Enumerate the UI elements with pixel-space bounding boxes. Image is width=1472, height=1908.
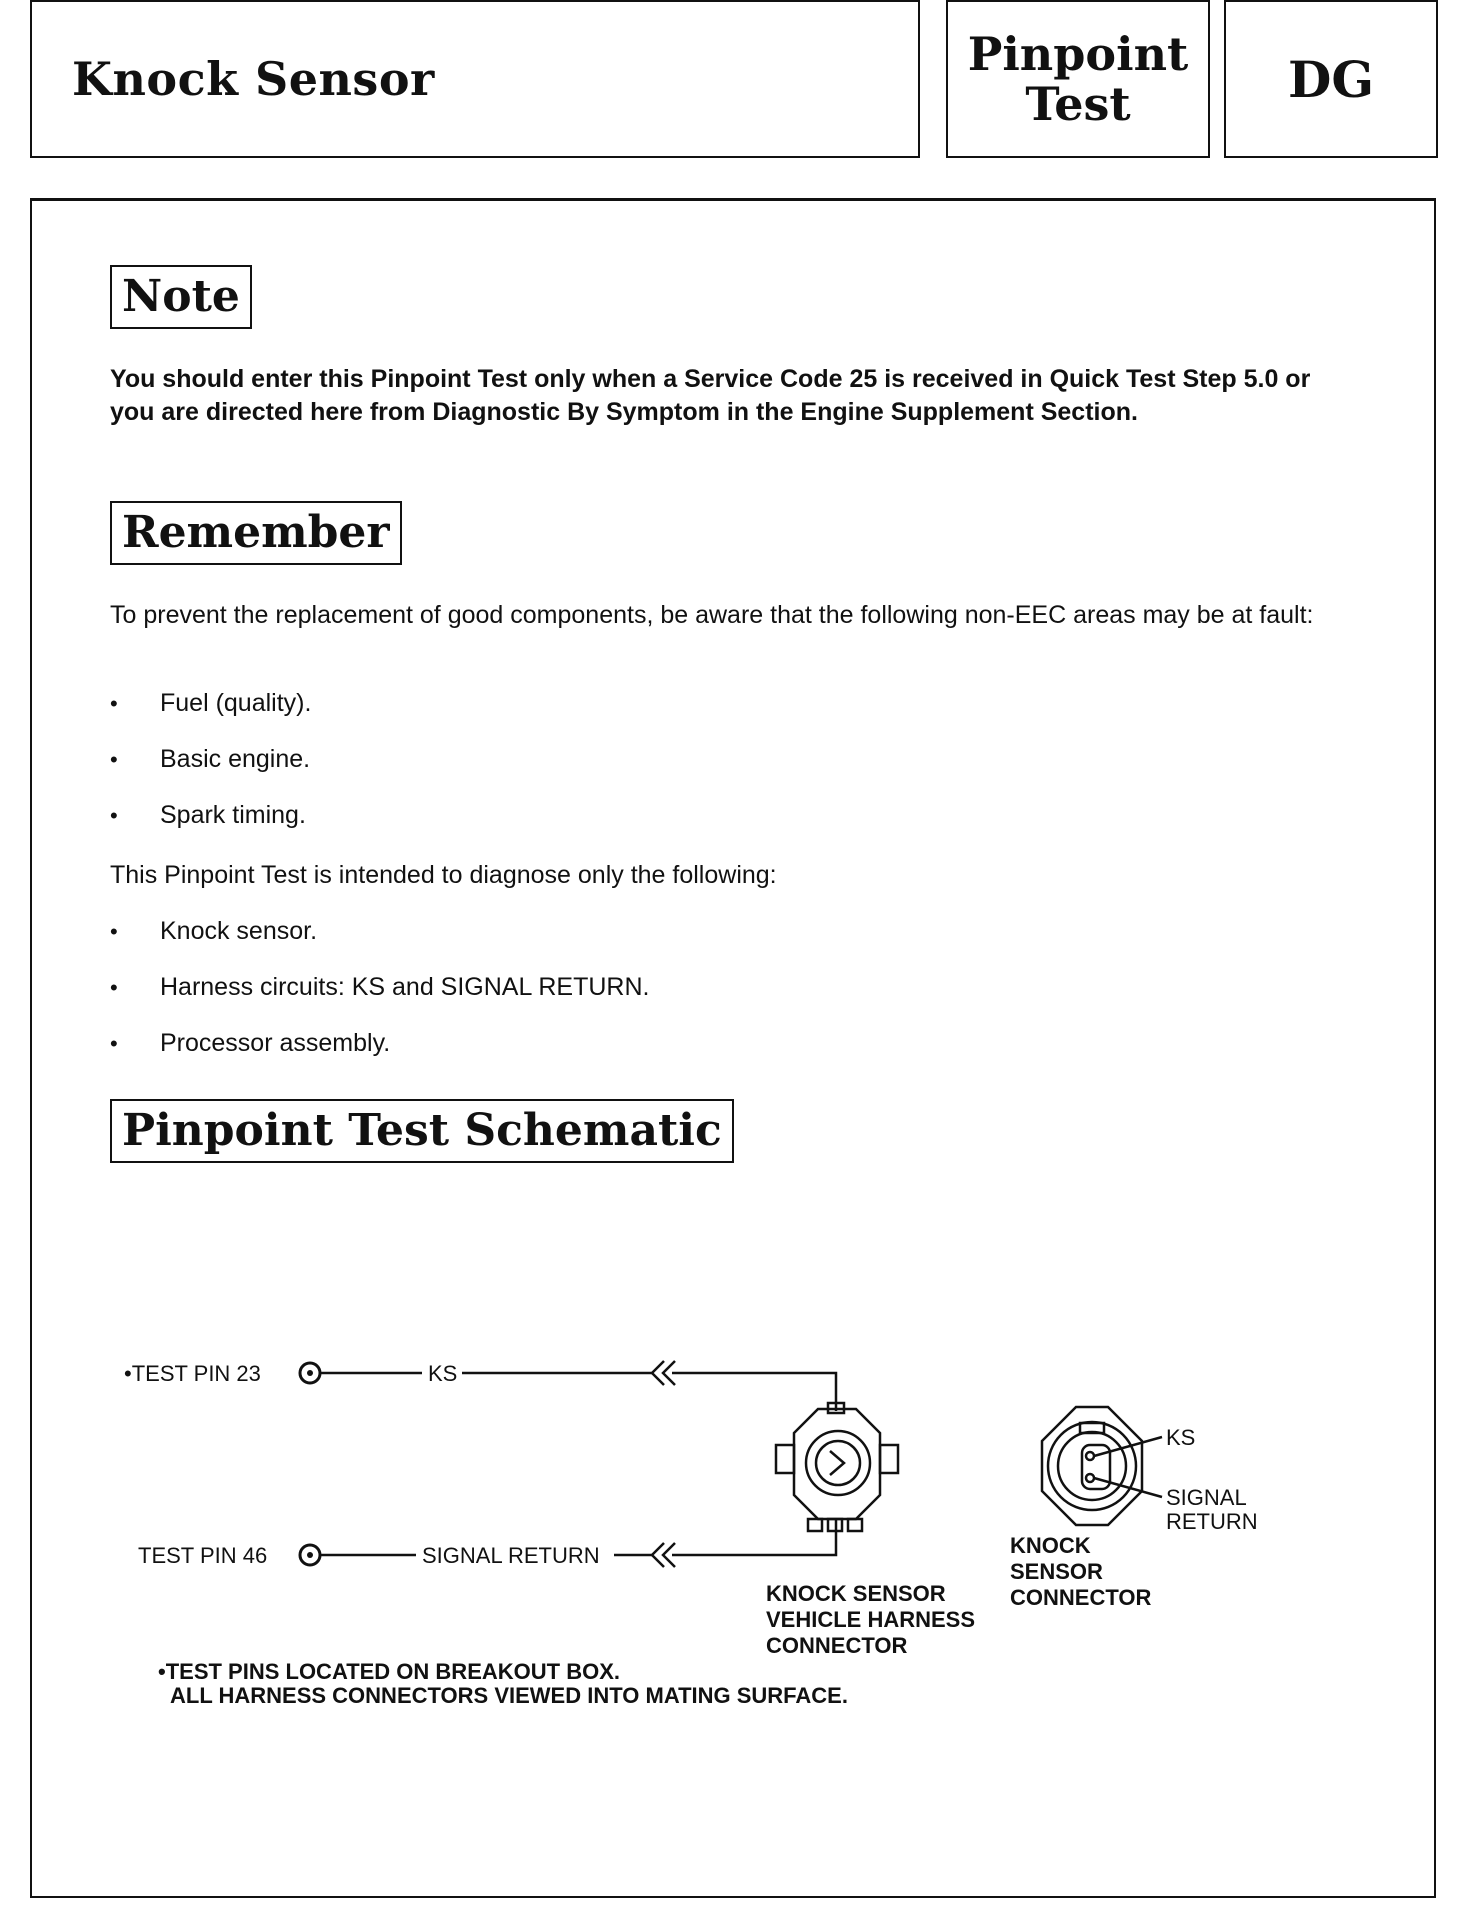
remember-intro: To prevent the replacement of good components, be aware that the following non-EEC areas may be at fault: — [110, 601, 1314, 629]
signal-return-wire-right — [672, 1519, 836, 1555]
harness-connector-line1: KNOCK SENSOR — [766, 1581, 946, 1606]
sensor-ks-label: KS — [1166, 1425, 1196, 1450]
pinpoint-test-box — [946, 0, 1210, 158]
sensor-connector-line1: KNOCK — [1010, 1533, 1091, 1558]
pinpoint-test-label — [968, 29, 1189, 129]
pinpoint-line1: Pinpoint — [967, 27, 1189, 81]
knock-sensor-connector-icon — [1042, 1407, 1142, 1525]
test-code: DG — [1287, 49, 1375, 109]
list-item: • Spark timing. — [110, 801, 306, 829]
note-text: You should enter this Pinpoint Test only when a Service Code 25 is received in Quick Test Step 5.0 or you are directed here from Diagnostic By Symptom in the Engine Supplement Section. — [110, 365, 1311, 426]
page-title: Knock Sensor — [72, 52, 435, 106]
list-item: • Harness circuits: KS and SIGNAL RETURN. — [110, 973, 650, 1001]
pinpoint-schematic — [32, 201, 1432, 1901]
signal-return-connector-chevron-icon — [652, 1543, 675, 1567]
test-pin-23-label: •TEST PIN 23 — [124, 1361, 261, 1386]
content-frame — [30, 198, 1436, 1898]
ks-wire-right — [672, 1373, 836, 1411]
note-heading: Note — [110, 265, 252, 329]
list-item: • Processor assembly. — [110, 1029, 391, 1057]
test-code-box — [1224, 0, 1438, 158]
scope-intro: This Pinpoint Test is intended to diagnose only the following: — [110, 861, 777, 889]
test-pin-46-label: TEST PIN 46 — [138, 1543, 268, 1568]
list-item: • Fuel (quality). — [110, 689, 312, 717]
sensor-signal-label-line2: RETURN — [1166, 1509, 1258, 1534]
test-pin-23-icon — [300, 1363, 320, 1383]
ks-wire-label: KS — [428, 1361, 458, 1386]
harness-connector-line2: VEHICLE HARNESS — [766, 1607, 976, 1632]
remember-heading: Remember — [110, 501, 402, 565]
sensor-connector-line3: CONNECTOR — [1010, 1585, 1152, 1610]
sensor-connector-line2: SENSOR — [1010, 1559, 1103, 1584]
list-item: • Basic engine. — [110, 745, 311, 773]
ks-connector-chevron-icon — [652, 1361, 675, 1385]
harness-connector-line3: CONNECTOR — [766, 1633, 908, 1658]
pinpoint-line2: Test — [1025, 77, 1131, 131]
sensor-signal-label-line1: SIGNAL — [1166, 1485, 1247, 1510]
footnote-line2: ALL HARNESS CONNECTORS VIEWED INTO MATING SURFACE. — [170, 1683, 848, 1708]
harness-connector-icon — [776, 1403, 898, 1531]
schematic-heading: Pinpoint Test Schematic — [110, 1099, 734, 1163]
signal-return-wire-label: SIGNAL RETURN — [422, 1543, 600, 1568]
test-pin-46-icon — [300, 1545, 320, 1565]
title-box — [30, 0, 920, 158]
footnote-line1: •TEST PINS LOCATED ON BREAKOUT BOX. — [158, 1659, 620, 1684]
list-item: • Knock sensor. — [110, 917, 318, 945]
